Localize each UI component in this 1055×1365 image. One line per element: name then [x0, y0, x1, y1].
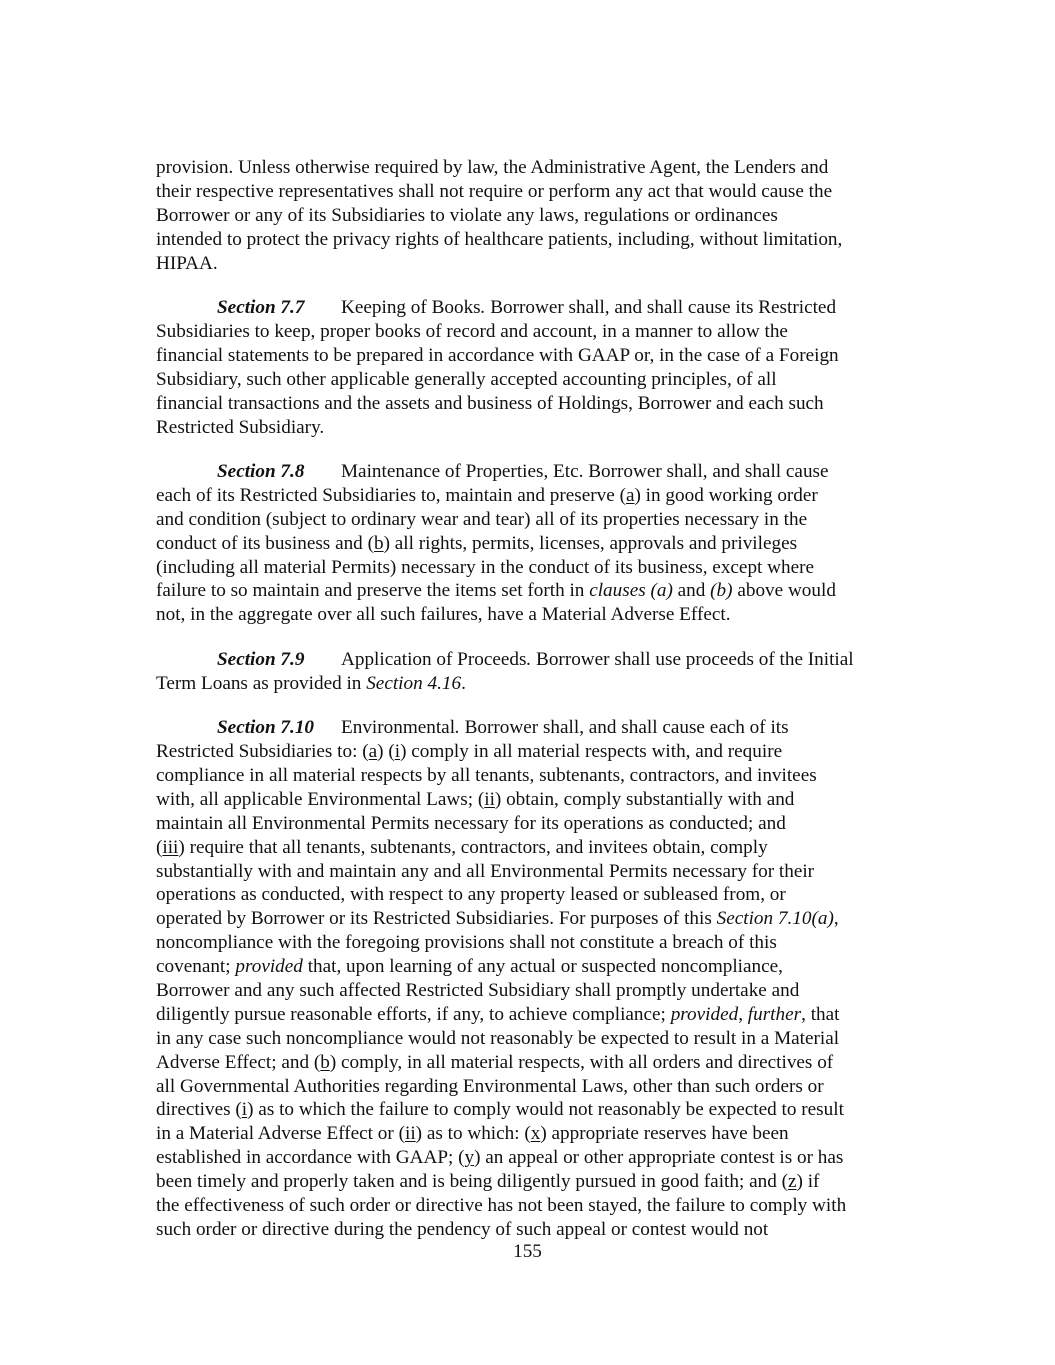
section-7-8	[156, 460, 902, 627]
text-line: noncompliance with the foregoing provisions shall not constitute a breach of this	[156, 932, 777, 954]
clause-label: ii	[404, 1123, 416, 1145]
section-number: Section 7.9	[217, 648, 305, 670]
text-line: covenant; provided that, upon learning of any actual or suspected noncompliance,	[156, 956, 783, 978]
text-line: intended to protect the privacy rights of healthcare patients, including, without limitation,	[156, 228, 843, 250]
text-line: such order or directive during the pendency of such appeal or contest would not	[156, 1218, 769, 1240]
text-line: with, all applicable Environmental Laws; (ii) obtain, comply substantially with and	[156, 788, 795, 810]
section-heading: Keeping of Books	[341, 297, 481, 319]
text-line: substantially with and maintain any and all Environmental Permits necessary for their	[156, 860, 815, 882]
text-line: Section 7.7 Keeping of Books. Borrower shall, and shall cause its Restricted	[217, 297, 837, 319]
cross-reference: Section 7.10(a)	[716, 908, 834, 930]
cross-reference: (b)	[710, 580, 733, 602]
text-line: in any case such noncompliance would not reasonably be expected to result in a Material	[156, 1027, 840, 1049]
clause-label: x	[530, 1123, 541, 1145]
text-line: operated by Borrower or its Restricted Subsidiaries. For purposes of this Section 7.10(a),	[156, 908, 839, 930]
clause-label: iii	[162, 836, 179, 858]
clause-label: z	[787, 1171, 797, 1193]
text-line: HIPAA.	[156, 252, 218, 274]
clause-label: b	[373, 532, 384, 554]
text-line: Term Loans as provided in Section 4.16.	[156, 672, 466, 694]
clause-label: y	[464, 1147, 475, 1169]
text-line: financial statements to be prepared in accordance with GAAP or, in the case of a Foreign	[156, 344, 839, 366]
text-line: Subsidiaries to keep, proper books of record and account, in a manner to allow the	[156, 320, 788, 342]
text-line: (iii) require that all tenants, subtenants, contractors, and invitees obtain, comply	[156, 836, 768, 858]
clause-label: ii	[484, 788, 495, 810]
defined-term: provided	[235, 956, 303, 978]
text-line: diligently pursue reasonable efforts, if any, to achieve compliance; provided, further, that	[156, 1003, 840, 1025]
section-heading: Application of Proceeds	[341, 648, 527, 670]
section-heading: Environmental	[341, 717, 456, 739]
cross-reference: Section 4.16	[366, 672, 462, 694]
text-line: operations as conducted, with respect to any property leased or subleased from, or	[156, 884, 786, 906]
text-line: the effectiveness of such order or directive has not been stayed, the failure to comply with	[156, 1195, 847, 1216]
document-page	[156, 156, 902, 1262]
section-number: Section 7.8	[217, 460, 305, 482]
paragraph-intro	[156, 156, 902, 275]
defined-term: further	[747, 1003, 802, 1025]
text-line: their respective representatives shall not require or perform any act that would cause the	[156, 180, 833, 202]
text-line: (including all material Permits) necessary in the conduct of its business, except where	[156, 556, 815, 578]
page-number: 155	[513, 1241, 542, 1262]
text-line: Restricted Subsidiary.	[156, 416, 325, 438]
text-line: Restricted Subsidiaries to: (a) (i) comply in all material respects with, and require	[156, 741, 783, 763]
text-line: been timely and properly taken and is being diligently pursued in good faith; and (z) if	[156, 1171, 820, 1193]
text-line: Section 7.10 Environmental. Borrower shall, and shall cause each of its	[217, 717, 789, 739]
text-line: directives (i) as to which the failure to comply would not reasonably be expected to result	[156, 1099, 844, 1121]
text-line: each of its Restricted Subsidiaries to, maintain and preserve (a) in good working order	[156, 484, 818, 506]
section-number: Section 7.7	[217, 297, 305, 319]
section-number: Section 7.10	[217, 717, 315, 739]
text-line: not, in the aggregate over all such failures, have a Material Adverse Effect.	[156, 604, 731, 626]
text-line: and condition (subject to ordinary wear and tear) all of its properties necessary in the	[156, 508, 808, 530]
text-line: Section 7.9 Application of Proceeds. Borrower shall use proceeds of the Initial	[217, 648, 854, 670]
text-line: Borrower and any such affected Restricted Subsidiary shall promptly undertake and	[156, 979, 800, 1001]
text-line: Borrower or any of its Subsidiaries to violate any laws, regulations or ordinances	[156, 204, 778, 226]
text-line: failure to so maintain and preserve the items set forth in clauses (a) and (b) above would	[156, 580, 836, 602]
section-7-10	[156, 716, 902, 1242]
text-line: in a Material Adverse Effect or (ii) as to which: (x) appropriate reserves have been	[156, 1123, 789, 1145]
text-line: compliance in all material respects by all tenants, subtenants, contractors, and invitees	[156, 764, 817, 786]
section-7-7	[156, 296, 902, 439]
text-line: provision. Unless otherwise required by law, the Administrative Agent, the Lenders and	[156, 157, 829, 178]
text-line: Adverse Effect; and (b) comply, in all material respects, with all orders and directives of	[156, 1051, 834, 1073]
section-7-9	[156, 648, 902, 696]
section-heading: Maintenance of Properties, Etc.	[341, 460, 584, 482]
defined-term: provided	[670, 1003, 739, 1025]
text-line: financial transactions and the assets and business of Holdings, Borrower and each such	[156, 392, 824, 414]
clause-label: a	[625, 484, 635, 506]
text-span: Borrower shall use proceeds of the Initial	[531, 648, 854, 670]
text-line: established in accordance with GAAP; (y) an appeal or other appropriate contest is or has	[156, 1147, 844, 1169]
text-line: all Governmental Authorities regarding Environmental Laws, other than such orders or	[156, 1075, 824, 1097]
text-span: Borrower shall, and shall cause its Restricted	[485, 297, 837, 319]
clause-label: i	[241, 1099, 248, 1121]
text-span: Borrower shall, and shall cause	[583, 460, 829, 482]
text-span: Borrower shall, and shall cause each of its	[459, 717, 789, 739]
clause-label: b	[320, 1051, 330, 1073]
text-line: conduct of its business and (b) all rights, permits, licenses, approvals and privileges	[156, 532, 798, 554]
text-line: Subsidiary, such other applicable generally accepted accounting principles, of all	[156, 368, 777, 390]
clause-label: a	[368, 741, 378, 763]
text-line: maintain all Environmental Permits necessary for its operations as conducted; and	[156, 812, 786, 834]
clause-label: i	[394, 741, 401, 763]
text-line	[156, 460, 902, 484]
cross-reference: clauses (a)	[589, 580, 673, 602]
